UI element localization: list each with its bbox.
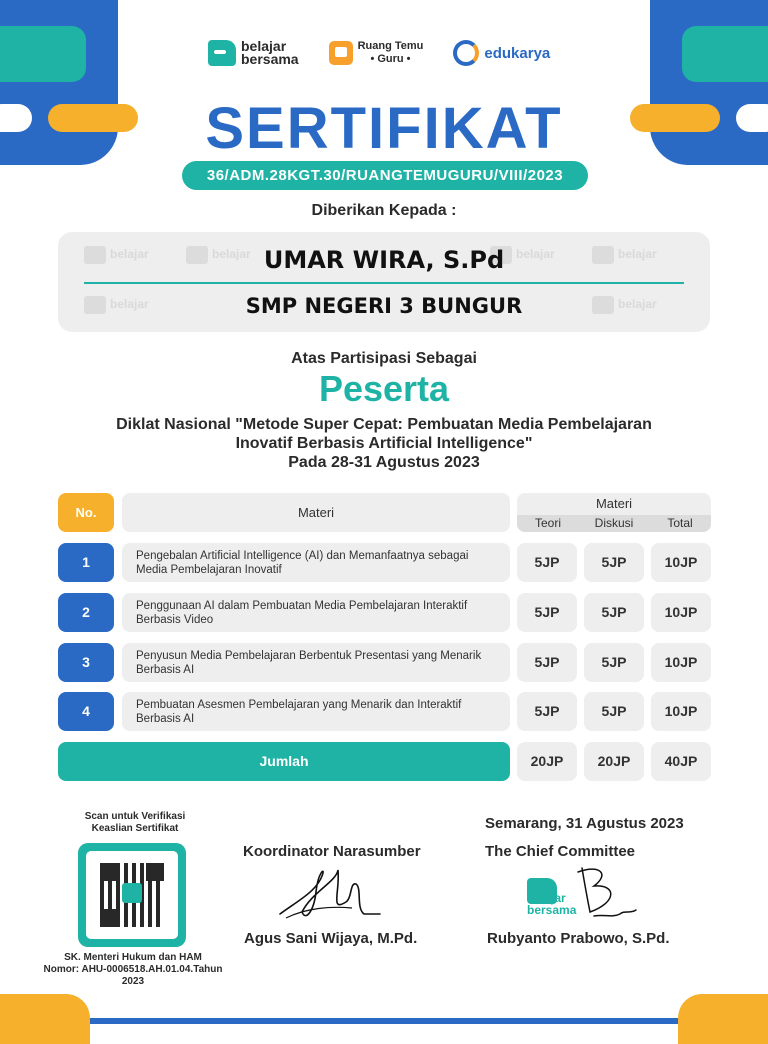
ruang-temu-guru-logo — [329, 40, 424, 66]
table-row-diskusi: 5JP — [584, 692, 644, 731]
watermark-logo: belajar — [186, 246, 251, 264]
certificate-title: SERTIFIKAT — [205, 96, 563, 161]
bottom-decoration-right — [678, 994, 768, 1044]
table-row-number: 1 — [58, 543, 114, 582]
table-header-teori: Teori — [517, 515, 579, 532]
table-row-diskusi: 5JP — [584, 543, 644, 582]
logo-text-line2: bersama — [241, 51, 299, 67]
table-row-number: 4 — [58, 692, 114, 731]
belajar-bersama-logo-icon — [208, 40, 236, 66]
table-header-materi-group-label: Materi — [595, 496, 633, 511]
event-date: Pada 28-31 Agustus 2023 — [288, 454, 480, 471]
table-header-diskusi: Diskusi — [579, 515, 649, 532]
event-title-line2: Inovatif Berbasis Artificial Intelligence" — [235, 435, 533, 452]
logo-row — [208, 40, 550, 66]
bottom-decoration-left — [0, 994, 90, 1044]
table-row-teori: 5JP — [517, 643, 577, 682]
logo-text-line2: • Guru • — [370, 53, 411, 65]
table-row-total: 10JP — [651, 593, 711, 632]
logo-text-line1: belajar — [241, 38, 287, 54]
table-row-teori: 5JP — [517, 692, 577, 731]
table-row-number: 2 — [58, 593, 114, 632]
edukarya-logo — [453, 40, 550, 66]
certificate-number-badge: 36/ADM.28KGT.30/RUANGTEMUGURU/VIII/2023 — [182, 161, 588, 190]
recipient-divider — [84, 282, 684, 284]
table-row-teori: 5JP — [517, 593, 577, 632]
table-header-total: Total — [649, 515, 711, 532]
table-row-total: 10JP — [651, 543, 711, 582]
watermark-logo: belajar — [592, 296, 657, 314]
bottom-border — [90, 1018, 678, 1024]
table-row-topic: Pengebalan Artificial Intelligence (AI) dan Memanfaatnya sebagai Media Pembelajaran Inovatif — [122, 543, 510, 582]
event-title-line1: Diklat Nasional "Metode Super Cepat: Pembuatan Media Pembelajaran — [116, 416, 652, 433]
belajar-bersama-logo — [208, 40, 299, 66]
logo-text-line1: Ruang Temu — [357, 40, 424, 52]
table-summary-diskusi: 20JP — [584, 742, 644, 781]
organization-stamp: belajar bersama — [527, 866, 576, 916]
corner-teal-shape-left — [0, 26, 86, 82]
table-row-teori: 5JP — [517, 543, 577, 582]
table-row-topic: Pembuatan Asesmen Pembelajaran yang Menarik dan Interaktif Berbasis AI — [122, 692, 510, 731]
table-row-topic: Penggunaan AI dalam Pembuatan Media Pembelajaran Interaktif Berbasis Video — [122, 593, 510, 632]
participation-label: Atas Partisipasi Sebagai — [291, 350, 477, 367]
table-row-diskusi: 5JP — [584, 643, 644, 682]
watermark-logo: belajar — [84, 246, 149, 264]
chief-committee-name: Rubyanto Prabowo, S.Pd. — [487, 930, 670, 947]
table-row-topic: Penyusun Media Pembelajaran Berbentuk Presentasi yang Menarik Berbasis AI — [122, 643, 510, 682]
table-row-diskusi: 5JP — [584, 593, 644, 632]
participant-role: Peserta — [318, 368, 450, 409]
qr-center-logo-icon — [122, 883, 142, 903]
watermark-logo: belajar — [490, 246, 555, 264]
table-header-materi: Materi — [122, 493, 510, 532]
recipient-school: SMP NEGERI 3 BUNGUR — [245, 294, 523, 318]
corner-teal-shape-right — [682, 26, 768, 82]
scan-instruction: Scan untuk Verifikasi Keaslian Sertifikat — [84, 811, 186, 834]
table-summary-teori: 20JP — [517, 742, 577, 781]
chief-committee-title: The Chief Committee — [485, 843, 636, 860]
event-description — [60, 415, 708, 472]
table-header-no: No. — [58, 493, 114, 532]
edukarya-logo-text: edukarya — [484, 44, 551, 62]
table-row-total: 10JP — [651, 643, 711, 682]
legal-registration-note: SK. Menteri Hukum dan HAM Nomor: AHU-0006518.AH.01.04.Tahun 2023 — [43, 952, 223, 987]
table-summary-total: 40JP — [651, 742, 711, 781]
table-summary-label: Jumlah — [58, 742, 510, 781]
coordinator-name: Agus Sani Wijaya, M.Pd. — [244, 930, 418, 947]
watermark-logo: belajar — [592, 246, 657, 264]
place-and-date: Semarang, 31 Agustus 2023 — [485, 815, 684, 832]
recipient-name: UMAR WIRA, S.Pd — [263, 246, 505, 274]
edukarya-logo-icon — [453, 40, 479, 66]
verification-qr-code[interactable] — [78, 843, 186, 947]
ruang-temu-guru-logo-icon — [329, 41, 353, 65]
chief-signature — [560, 862, 640, 926]
coordinator-title: Koordinator Narasumber — [243, 843, 421, 860]
coordinator-signature — [276, 862, 386, 926]
watermark-logo: belajar — [84, 296, 149, 314]
table-row-total: 10JP — [651, 692, 711, 731]
table-header-materi-group — [517, 493, 711, 532]
given-to-label: Diberikan Kepada : — [311, 202, 457, 219]
table-row-number: 3 — [58, 643, 114, 682]
